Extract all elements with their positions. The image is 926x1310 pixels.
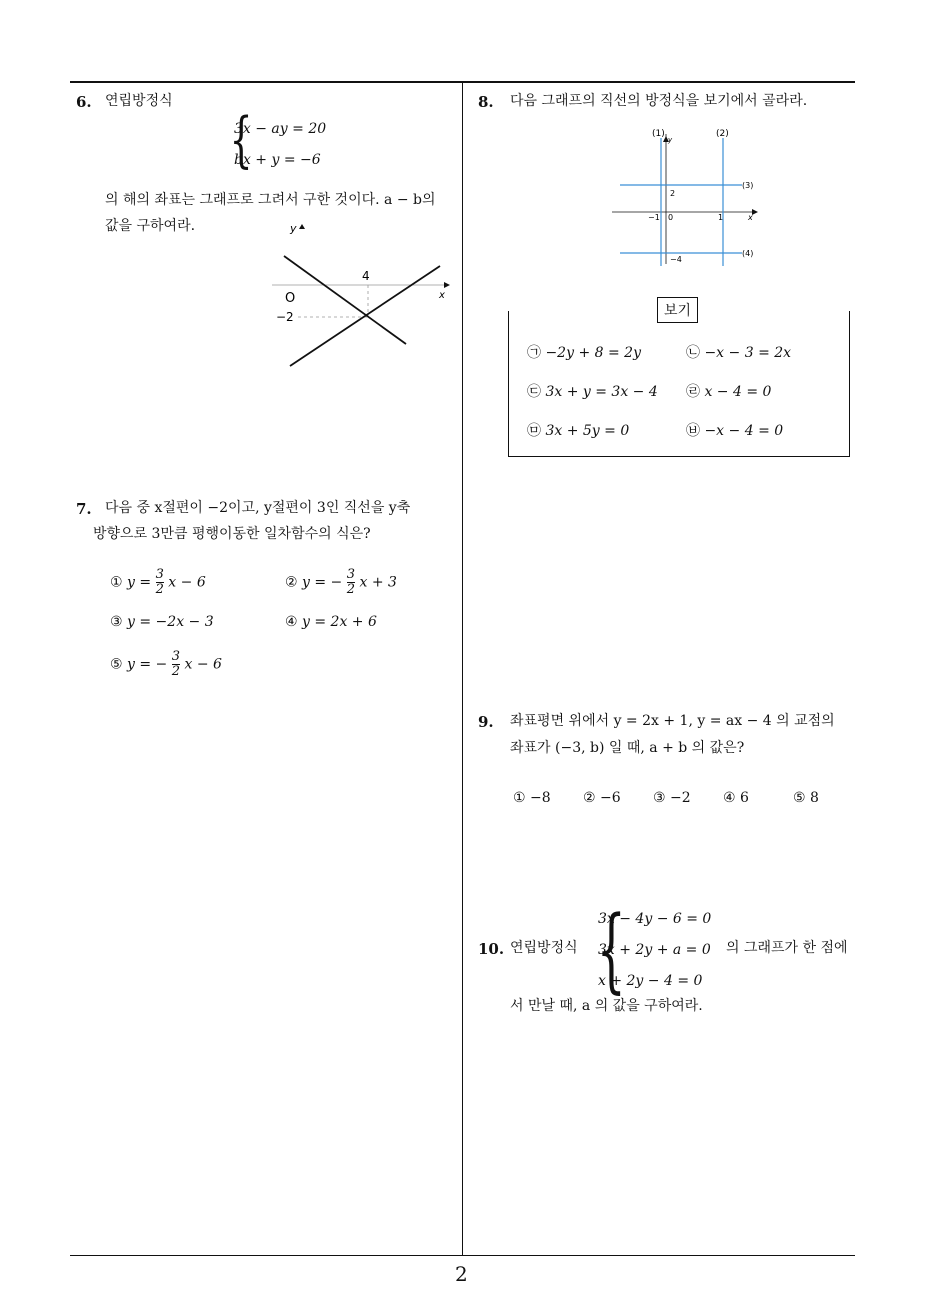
q7-choice-3-mark: ③ <box>110 614 123 630</box>
q7-choice-5-den: 2 <box>171 664 181 679</box>
q8-item-5-expr: 3x + 5y = 0 <box>545 423 630 439</box>
q7-choice-1-pre: y = <box>127 574 152 591</box>
q10-intro: 연립방정식 <box>510 940 578 956</box>
q10-tail: 의 그래프가 한 점에 <box>726 940 848 956</box>
q8-number: 8. <box>478 93 494 111</box>
q7-choice-4[interactable] <box>285 614 377 630</box>
q8-item-5-mark: ㉤ <box>527 423 541 439</box>
q10-line2: 서 만날 때, a 의 값을 구하여라. <box>510 998 703 1014</box>
q9-number: 9. <box>478 713 494 731</box>
q6-xlabel: x <box>439 290 445 301</box>
q7-choice-5[interactable] <box>110 650 222 679</box>
q8-item-2 <box>686 342 791 362</box>
q7-choice-5-frac <box>172 650 180 679</box>
q6-graph <box>262 218 462 378</box>
q7-choice-1-den: 2 <box>155 582 164 597</box>
q7-choice-2-pre: y = − <box>302 574 343 591</box>
q6-ylabel: y <box>290 222 297 235</box>
q7-choice-2-den: 2 <box>346 582 356 597</box>
q8-item-6-mark: ㉥ <box>686 423 700 439</box>
q9-choice-5[interactable]: ⑤ 8 <box>793 790 819 806</box>
q7-number: 7. <box>76 500 92 518</box>
q7-choice-3-expr: y = −2x − 3 <box>127 614 214 630</box>
q7-choice-1[interactable] <box>110 568 206 597</box>
q7-line2: 방향으로 3만큼 평행이동한 일차함수의 식은? <box>93 526 371 542</box>
q7-choice-1-post: x − 6 <box>168 574 206 591</box>
q6-xtick: 4 <box>362 269 370 283</box>
page-number: 2 <box>455 1262 468 1286</box>
q7-choice-1-num: 3 <box>155 567 164 582</box>
q7-choice-5-pre: y = − <box>127 656 168 673</box>
q8-graph <box>606 124 766 274</box>
q8-tick-0: 0 <box>668 213 674 222</box>
q9-line1: 좌표평면 위에서 y = 2x + 1, y = ax − 4 의 교점의 <box>510 713 835 729</box>
q8-item-1-expr: −2y + 8 = 2y <box>545 345 641 361</box>
q8-item-2-mark: ㉡ <box>686 345 700 361</box>
q9-choice-2[interactable]: ② −6 <box>583 790 621 806</box>
q8-item-1 <box>527 342 641 362</box>
q9-line2: 좌표가 (−3, b) 일 때, a + b 의 값은? <box>510 740 745 756</box>
q7-choice-2[interactable] <box>285 568 397 597</box>
q6-eq1: 3x − ay = 20 <box>234 121 327 137</box>
column-divider <box>462 83 463 1256</box>
q8-item-4-expr: x − 4 = 0 <box>704 384 772 400</box>
q10-eq1: 3x − 4y − 6 = 0 <box>598 911 712 927</box>
q7-choice-4-mark: ④ <box>285 614 298 630</box>
q6-eq2: bx + y = −6 <box>234 152 321 168</box>
q8-label-4: (4) <box>742 249 754 258</box>
q8-item-4-mark: ㉣ <box>686 384 700 400</box>
q7-line1: 다음 중 x절편이 −2이고, y절편이 3인 직선을 y축 <box>105 500 411 516</box>
q6-brace: { <box>229 105 253 175</box>
q10-eq3: x + 2y − 4 = 0 <box>598 973 703 989</box>
q8-item-4 <box>686 381 771 401</box>
q7-choice-4-expr: y = 2x + 6 <box>302 614 377 630</box>
q7-choice-3[interactable] <box>110 614 214 630</box>
q7-choice-2-mark: ② <box>285 574 298 591</box>
q8-ylabel: y <box>668 136 673 144</box>
q8-item-3-expr: 3x + y = 3x − 4 <box>545 384 658 400</box>
q8-tick-m4: −4 <box>670 255 682 264</box>
q7-choice-2-frac <box>347 568 355 597</box>
q8-item-6-expr: −x − 4 = 0 <box>704 423 784 439</box>
q8-line1: 다음 그래프의 직선의 방정식을 보기에서 골라라. <box>510 93 808 109</box>
q8-bogi-label: 보기 <box>657 297 698 323</box>
q8-item-1-mark: ㉠ <box>527 345 541 361</box>
q10-eq2: 3x + 2y + a = 0 <box>598 942 711 958</box>
q8-item-3 <box>527 381 658 401</box>
q7-choice-1-frac <box>156 568 164 597</box>
q8-tick-1: 1 <box>718 213 724 222</box>
q8-item-2-expr: −x − 3 = 2x <box>704 345 792 361</box>
q8-label-1: (1) <box>652 129 665 139</box>
q7-choice-5-mark: ⑤ <box>110 656 123 673</box>
q8-xlabel: x <box>748 213 753 222</box>
bottom-rule <box>70 1255 855 1256</box>
q8-item-6 <box>686 420 783 440</box>
q7-choice-2-post: x + 3 <box>359 574 397 591</box>
q9-choice-3[interactable]: ③ −2 <box>653 790 691 806</box>
q7-choice-1-mark: ① <box>110 574 123 591</box>
q6-origin: O <box>285 291 296 306</box>
q10-number: 10. <box>478 940 505 958</box>
q6-body-line2: 값을 구하여라. <box>105 218 196 234</box>
q6-body-line1: 의 해의 좌표는 그래프로 그려서 구한 것이다. a − b의 <box>105 192 436 208</box>
q9-choice-1[interactable]: ① −8 <box>513 790 551 806</box>
q6-intro: 연립방정식 <box>105 93 173 109</box>
q7-choice-5-post: x − 6 <box>184 656 222 673</box>
q6-ytick: −2 <box>276 310 294 324</box>
q8-tick-m1: −1 <box>648 213 660 222</box>
q8-tick-2: 2 <box>670 189 676 198</box>
q8-label-3: (3) <box>742 181 754 190</box>
q6-number: 6. <box>76 93 92 111</box>
q9-choice-4[interactable]: ④ 6 <box>723 790 749 806</box>
q7-choice-5-num: 3 <box>171 649 181 664</box>
q8-item-3-mark: ㉢ <box>527 384 541 400</box>
q10-brace: { <box>596 896 626 1003</box>
q8-item-5 <box>527 420 629 440</box>
q8-label-2: (2) <box>716 129 729 139</box>
q7-choice-2-num: 3 <box>346 567 356 582</box>
